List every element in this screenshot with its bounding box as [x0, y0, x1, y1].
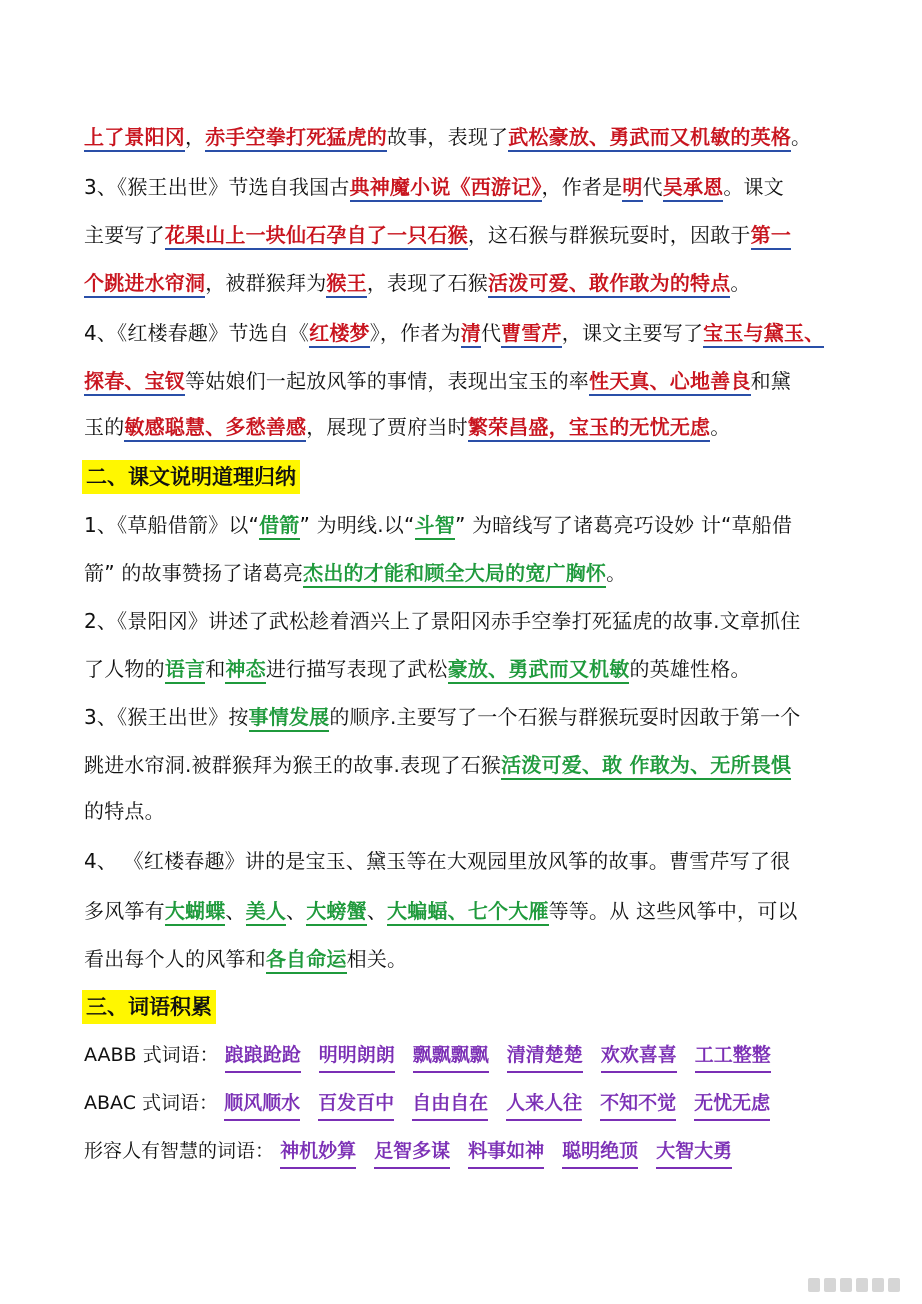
vocab-label: AABB 式词语：: [84, 1044, 219, 1066]
s1-item4-line-2: [84, 366, 862, 396]
vocab-row-abac: [84, 1088, 788, 1121]
text: 和: [205, 657, 226, 681]
vocab-word: 神机妙算: [280, 1136, 356, 1169]
highlight: 花果山上一块仙石孕自了一只石猴: [165, 223, 468, 250]
vocab-word: 不知不觉: [600, 1088, 676, 1121]
text: 代: [642, 175, 663, 199]
section-2-heading: 二、课文说明道理归纳: [82, 460, 300, 494]
text: ，展现了贾府当时: [306, 415, 468, 439]
highlight: 大螃蟹: [306, 899, 367, 926]
text: 的顺序.主要写了一个石猴与群猴玩耍时因敢于第一个: [329, 705, 801, 729]
highlight: 斗智: [415, 513, 455, 540]
page-dot: [872, 1278, 884, 1292]
vocab-word: 足智多谋: [374, 1136, 450, 1169]
highlight: 赤手空拳打死猛虎的: [205, 125, 387, 152]
text: ，: [185, 125, 206, 149]
highlight: 敏感聪慧、多愁善感: [124, 415, 306, 442]
text: 1、《草船借箭》以“: [84, 513, 260, 537]
text: 玉的: [84, 415, 125, 439]
vocab-row-wisdom: [84, 1136, 750, 1169]
text: 。课文: [723, 175, 784, 199]
text: 和黛: [750, 369, 792, 393]
text: 跳进水帘洞.被群猴拜为猴王的故事.表现了石猴: [84, 753, 502, 777]
text: 、: [366, 899, 388, 923]
vocab-label: 形容人有智慧的词语：: [84, 1140, 275, 1162]
text: 4、《红楼春趣》节选自《: [84, 321, 310, 345]
text: ，表现了石猴: [366, 271, 489, 295]
text: 、: [225, 899, 246, 923]
text: 。: [710, 415, 731, 439]
highlight: 典神魔小说《西游记》: [350, 175, 542, 202]
highlight: 事情发展: [249, 705, 330, 732]
text: 箭” 的故事赞扬了诸葛亮: [84, 561, 304, 585]
s2-p4-line-2: [84, 896, 862, 926]
page-dot: [824, 1278, 836, 1292]
page-dot: [888, 1278, 900, 1292]
vocab-word: 明明朗朗: [319, 1040, 395, 1073]
highlight: 明: [622, 175, 642, 202]
vocab-word: 自由自在: [412, 1088, 488, 1121]
text: 看出每个人的风筝和: [84, 947, 266, 971]
vocab-word: 工工整整: [695, 1040, 771, 1073]
s2-p1-line-1: [84, 510, 862, 540]
s1-item3-line-1: [84, 172, 862, 202]
text: 等等。从 这些风筝中，可以: [548, 899, 798, 923]
vocab-row-aabb: [84, 1040, 789, 1073]
s2-p1-line-2: [84, 558, 862, 588]
highlight: 红楼梦: [309, 321, 370, 348]
highlight: 猴王: [326, 271, 366, 298]
highlight: 大蝙蝠、七个大雁: [387, 899, 549, 926]
s2-p4-line-3: [84, 944, 862, 974]
highlight: 大蝴蝶: [165, 899, 226, 926]
text: 等姑娘们一起放风筝的事情，表现出宝玉的率: [185, 369, 589, 393]
s2-p3-line-1: [84, 702, 862, 732]
highlight: 豪放、勇武而又机敏: [448, 657, 630, 684]
text: 》，作者为: [369, 321, 461, 345]
vocab-word: 聪明绝顶: [562, 1136, 638, 1169]
highlight: 各自命运: [266, 947, 347, 974]
highlight: 吴承恩: [663, 175, 724, 202]
text: 进行描写表现了武松: [265, 657, 448, 681]
text: 主要写了: [84, 223, 165, 247]
highlight: 曹雪芹: [501, 321, 562, 348]
highlight: 性天真、心地善良: [589, 369, 751, 396]
text: 3、《猴王出世》按: [84, 705, 249, 729]
highlight: 个跳进水帘洞: [84, 271, 205, 298]
s2-p3-line-3: 的特点。: [84, 799, 165, 823]
highlight: 语言: [165, 657, 205, 684]
section-3-heading: 三、词语积累: [82, 990, 216, 1024]
highlight: 活泼可爱、敢 作敢为、无所畏惧: [501, 753, 791, 780]
text: ，作者是: [541, 175, 623, 199]
vocab-word: 无忧无虑: [694, 1088, 770, 1121]
page-dot: [808, 1278, 820, 1292]
text: 了人物的: [84, 657, 165, 681]
highlight: 第一: [751, 223, 791, 250]
s2-p4-line-1: 4、 《红楼春趣》讲的是宝玉、黛玉等在大观园里放风筝的故事。曹雪芹写了很: [84, 849, 791, 873]
text: ” 为明线.以“: [299, 513, 415, 537]
vocab-word: 料事如神: [468, 1136, 544, 1169]
vocab-word: 欢欢喜喜: [601, 1040, 677, 1073]
vocab-word: 顺风顺水: [224, 1088, 300, 1121]
highlight: 清: [461, 321, 481, 348]
page-indicator: [808, 1278, 900, 1292]
text: 多风筝有: [84, 899, 165, 923]
text: 故事，表现了: [387, 125, 509, 149]
text: 代: [480, 321, 502, 345]
text: 3、《猴王出世》节选自我国古: [84, 175, 350, 199]
text: 、: [286, 899, 307, 923]
vocab-label: ABAC 式词语：: [84, 1092, 219, 1114]
highlight: 借箭: [259, 513, 299, 540]
vocab-word: 大智大勇: [656, 1136, 732, 1169]
s1-item3-line-2: [84, 220, 862, 250]
s1-item4-line-3: [84, 412, 862, 442]
s2-p3-line-2: [84, 750, 862, 780]
text: 。: [730, 271, 751, 295]
s2-p2-line-2: [84, 654, 862, 684]
text: ” 为暗线写了诸葛亮巧设妙 计“草船借: [454, 513, 793, 537]
highlight: 活泼可爱、敢作敢为的特点: [488, 271, 730, 298]
s2-p2-line-1: 2、《景阳冈》讲述了武松趁着酒兴上了景阳冈赤手空拳打死猛虎的故事.文章抓住: [84, 609, 801, 633]
s1-line-1: [84, 122, 862, 152]
s1-item3-line-3: [84, 268, 862, 298]
text: 的英雄性格。: [629, 657, 751, 681]
text: 。: [791, 125, 812, 149]
text: ，被群猴拜为: [205, 271, 327, 295]
highlight: 杰出的才能和顾全大局的宽广胸怀: [303, 561, 606, 588]
highlight: 神态: [225, 657, 265, 684]
highlight: 繁荣昌盛，宝玉的无忧无虑: [468, 415, 710, 442]
highlight: 美人: [246, 899, 286, 926]
vocab-word: 飘飘飘飘: [413, 1040, 489, 1073]
bottom-bar: [0, 1264, 922, 1304]
vocab-word: 踉踉跄跄: [225, 1040, 301, 1073]
highlight: 武松豪放、勇武而又机敏的英格: [508, 125, 791, 152]
page-dot: [840, 1278, 852, 1292]
vocab-word: 人来人往: [506, 1088, 582, 1121]
vocab-word: 百发百中: [318, 1088, 394, 1121]
s1-item4-line-1: [84, 318, 862, 348]
text: 。: [606, 561, 627, 585]
page-dot: [856, 1278, 868, 1292]
highlight: 探春、宝钗: [84, 369, 185, 396]
text: ，这石猴与群猴玩耍时，因敢于: [467, 223, 751, 247]
highlight: 宝玉与黛玉、: [703, 321, 824, 348]
text: ，课文主要写了: [561, 321, 704, 345]
highlight: 上了景阳冈: [84, 125, 185, 152]
vocab-word: 清清楚楚: [507, 1040, 583, 1073]
text: 相关。: [346, 947, 408, 971]
